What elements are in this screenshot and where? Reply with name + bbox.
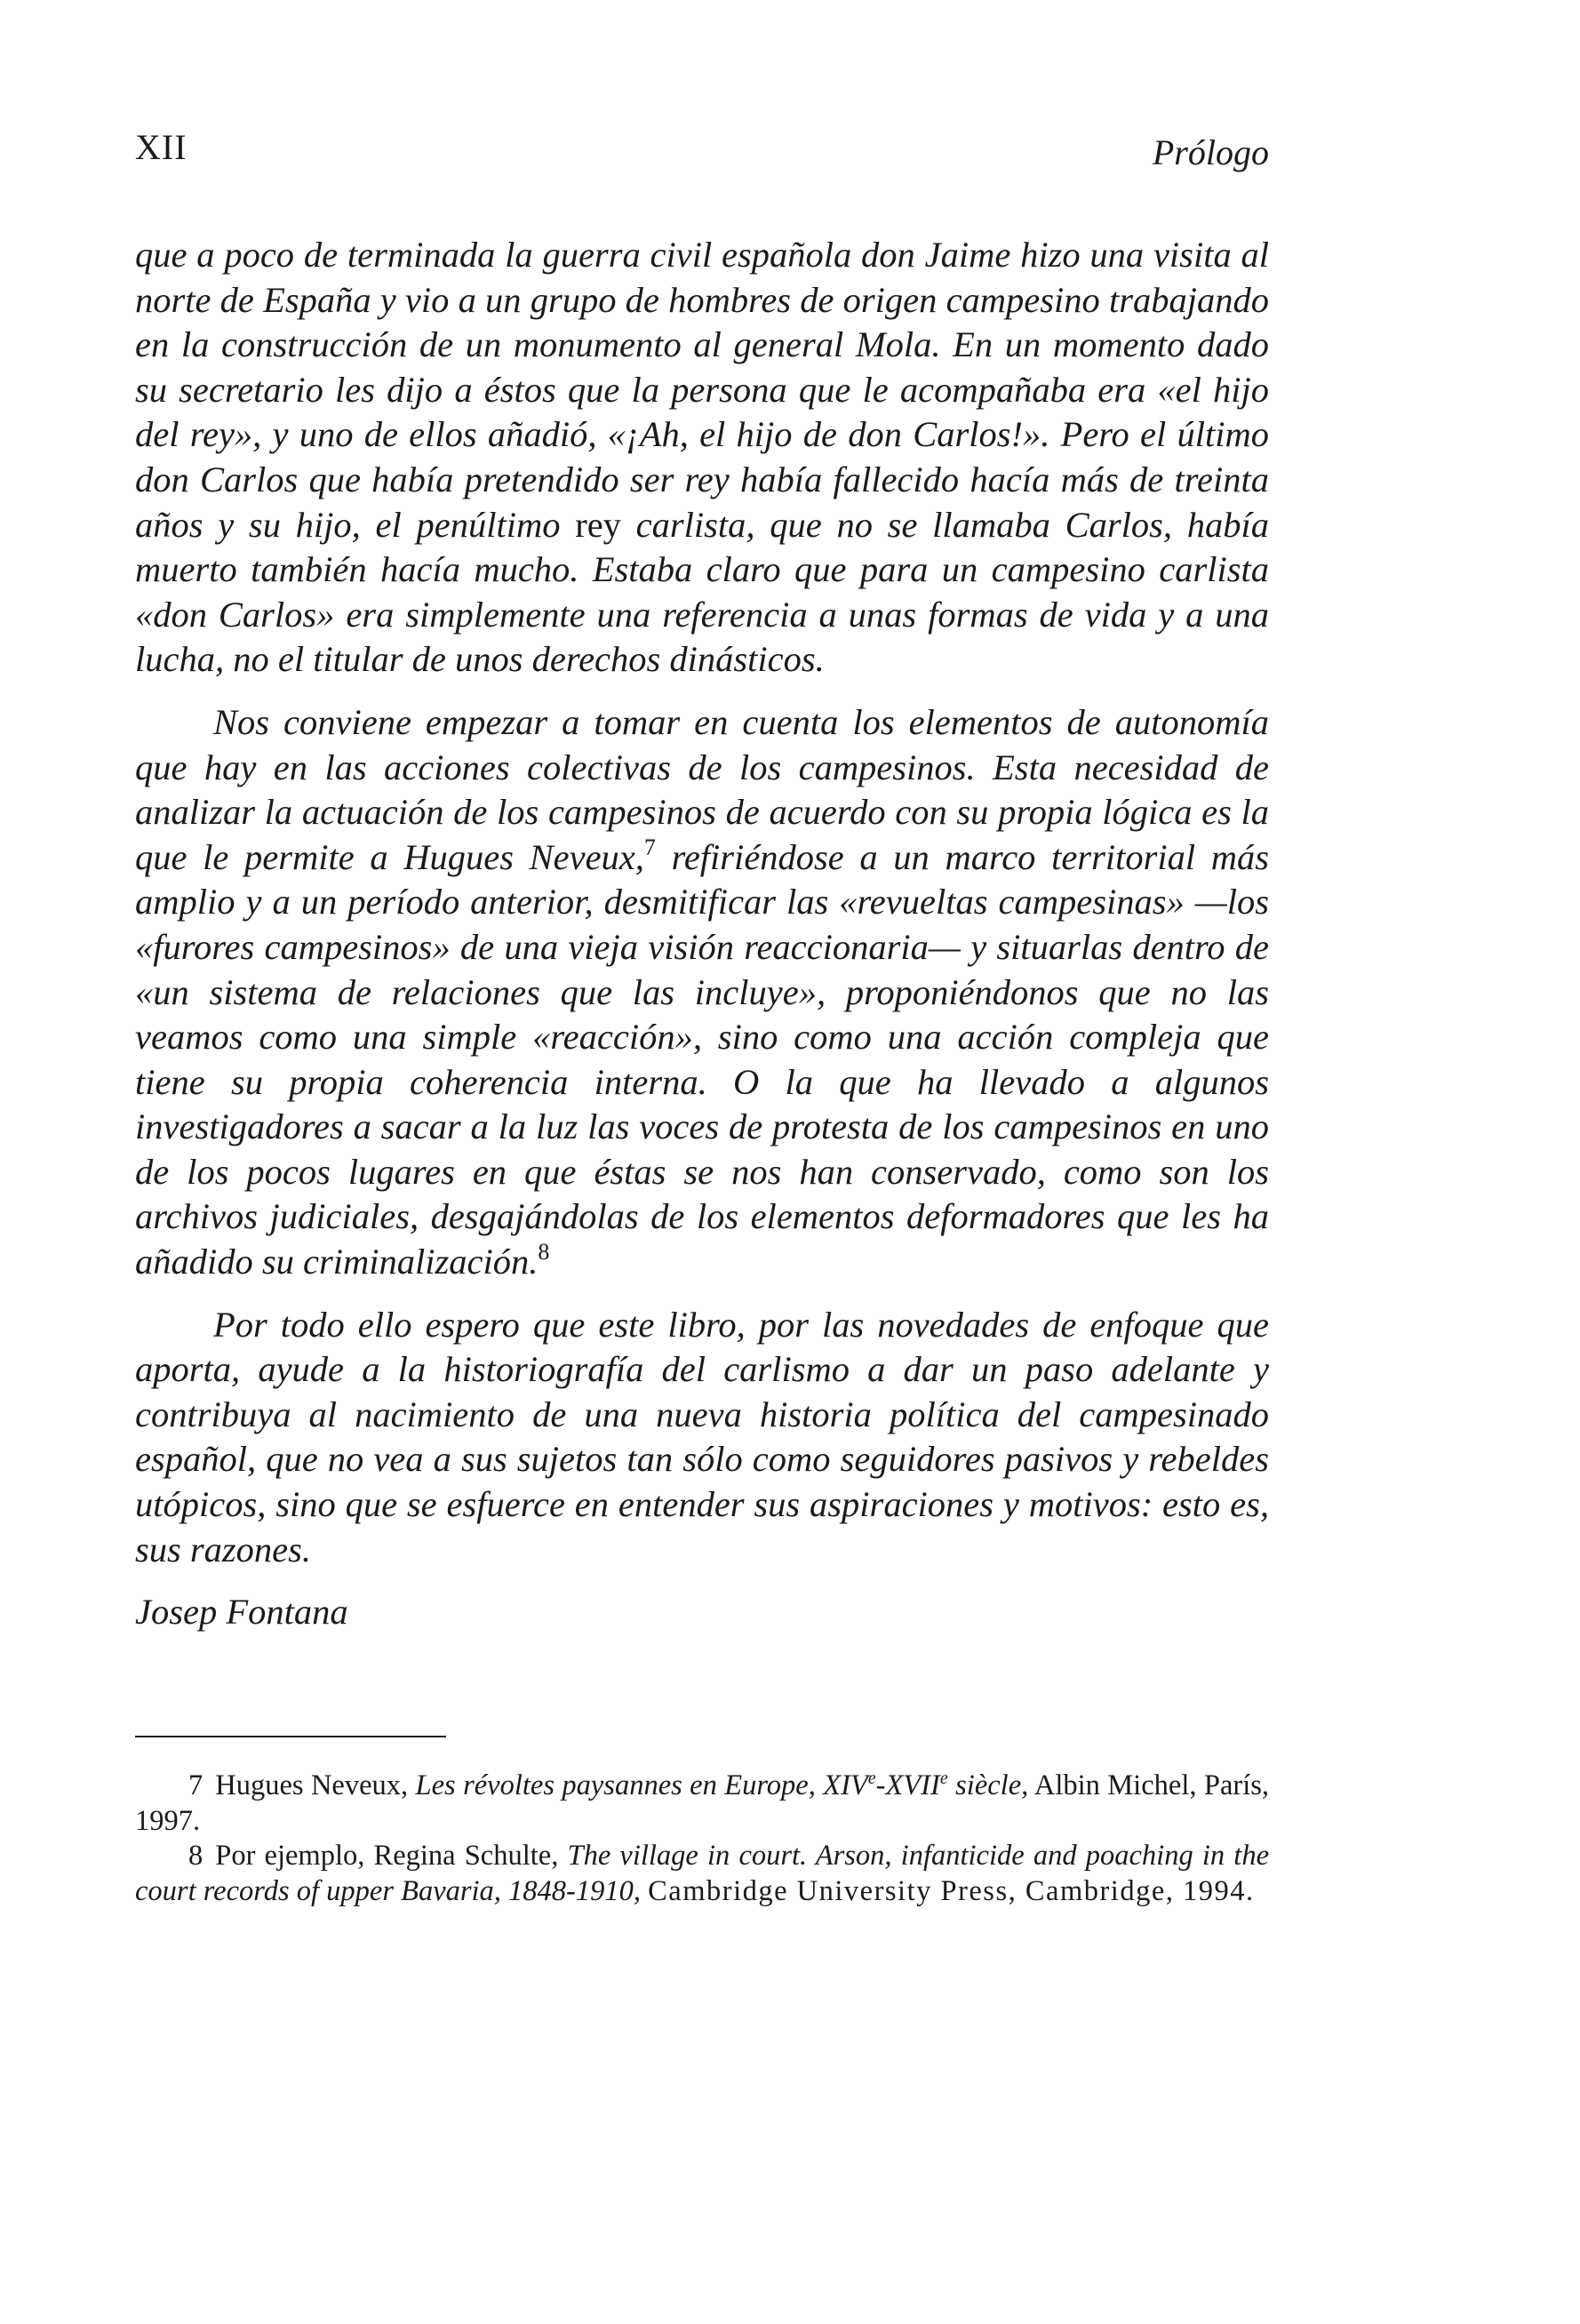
paragraph-2-text-a: Nos conviene empezar a tomar en cuenta los elementos de autonomía que hay en las acciones colectivas de los campesinos. Esta necesidad de analizar la actuación de los campesinos de acuerdo con su propia lógica es la que le permite a Hugues Neveux, [135, 701, 1269, 877]
running-title: Prólogo [1152, 132, 1269, 172]
footnote-number: 8 [188, 1840, 203, 1872]
footnote-title-part-1: Les révoltes paysannes en Europe, XIV [415, 1769, 868, 1801]
footnote-7 [135, 1769, 1269, 1839]
page-header [135, 126, 1269, 180]
footnote-8 [135, 1839, 1269, 1909]
footnote-divider [135, 1736, 446, 1737]
footnote-ref-7[interactable]: 7 [643, 834, 656, 860]
paragraph-2 [135, 700, 1269, 1285]
footnote-title-sup-2: e [939, 1769, 948, 1788]
footnote-publisher: Cambridge University Press, Cambridge, 1994. [648, 1874, 1255, 1907]
paragraph-1-text-c: carlista, que no se llamaba Carlos, había muerto también hacía mucho. Estaba claro que para un campesino carlista «don Carlos» era simplemente una referencia a unas formas de vida y a una lucha, no el titular de unos derechos dinásticos. [135, 504, 1270, 680]
footnote-author: Por ejemplo, Regina Schulte, [215, 1840, 559, 1872]
footnote-title: The village in court. Arson, infanticide and poaching in the court records of upper Bavaria, 1848-1910, [135, 1840, 1269, 1907]
paragraph-1-roman-word: rey [575, 504, 621, 545]
footnote-author: Hugues Neveux, [215, 1769, 409, 1801]
author-signature: Josep Fontana [135, 1592, 348, 1633]
footnote-title-sup-1: e [867, 1769, 876, 1788]
footnotes [135, 1769, 1269, 1909]
body-text [135, 233, 1269, 1653]
footnote-title-part-3: siècle, [955, 1769, 1029, 1801]
footnote-title-part-2: -XVII [875, 1769, 940, 1801]
paragraph-2-text-b: refiriéndose a un marco territorial más amplio y a un período anterior, desmitificar las «revueltas campesinas» —los «furores campesinos» de una vieja visión reaccionaria— y situarlas dentro de «un sistema de relaciones que las incluye», proponiéndonos que no las veamos como una simple «reacción», sino como una acción compleja que tiene su propia coherencia interna. O la que ha llevado a algunos investigadores a sacar a la luz las voces de protesta de los campesinos en uno de los pocos lugares en que éstas se nos han conservado, como son los archivos judiciales, desgajándolas de los elementos deformadores que les ha añadido su criminalización. [135, 836, 1269, 1282]
book-page [135, 0, 1269, 2324]
paragraph-3: Por todo ello espero que este libro, por las novedades de enfoque que aporta, ayude a la historiografía del carlismo a dar un paso adelante y contribuya al nacimiento de una nueva historia política del campesinado español, que no vea a sus sujetos tan sólo como seguidores pasivos y rebeldes utópicos, sino que se esfuerce en entender sus aspiraciones y motivos: esto es, sus razones. [135, 1304, 1269, 1569]
footnote-title [416, 1769, 1029, 1801]
footnote-number: 7 [188, 1769, 203, 1801]
page-number: XII [135, 127, 188, 167]
footnote-ref-8[interactable]: 8 [538, 1239, 550, 1266]
footnote-publisher: Albin Michel, París, 1997. [135, 1769, 1269, 1837]
paragraph-1 [135, 233, 1269, 683]
paragraph-1-text-a: que a poco de terminada la guerra civil española don Jaime hizo una visita al norte de España y vio a un grupo de hombres de origen campesino trabajando en la construcción de un monumento al general Mola. En un momento dado su secretario les dijo a éstos que la persona que le acompañaba era «el hijo del rey», y uno de ellos añadió, «¡Ah, el hijo de don Carlos!». Pero el último don Carlos que había pretendido ser rey había fallecido hacía más de treinta años y su hijo, el penúltimo [135, 235, 1269, 545]
